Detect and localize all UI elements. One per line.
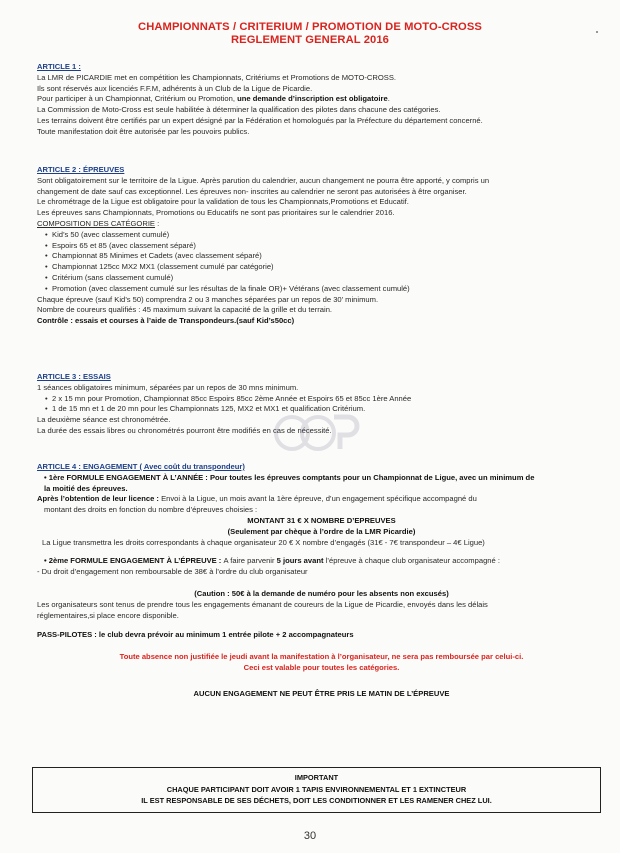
list-item: • 2 x 15 mn pour Promotion, Championnat 85cc Espoirs 85cc 2ème Année et Espoirs 65 et 85cc 1ère Année	[37, 394, 604, 405]
watermark-logo	[270, 403, 360, 463]
list-item: • Kid’s 50 (avec classement cumulé)	[37, 230, 604, 241]
cheque-line: (Seulement par chèque à l’ordre de la LMR Picardie)	[227, 526, 416, 536]
article-1	[37, 62, 604, 138]
article-2-line: Sont obligatoirement sur le territoire de la Ligue. Après parution du calendrier, aucun changement ne pourra être apporté, y compris un	[37, 175, 490, 185]
list-item: • 1 de 15 mn et 1 de 20 mn pour les Championnats 125, MX2 et MX1 et qualification Critérium.	[37, 404, 604, 415]
list-item: • Championnat 125cc MX2 MX1 (classement cumulé par catégorie)	[37, 262, 604, 273]
article-3-line: La durée des essais libres ou chronométrés pourront être modifiés en cas de nécessité.	[37, 425, 332, 435]
article-2	[37, 165, 604, 327]
article-3-heading: ARTICLE 3 : ESSAIS	[37, 372, 111, 381]
article-2-line: Les épreuves sans Championnats, Promotions ou Educatifs ne sont pas prioritaires sur le calendrier 2016.	[37, 208, 395, 218]
important-title: IMPORTANT	[294, 773, 339, 782]
list-item: • Critérium (sans classement cumulé)	[37, 273, 604, 284]
montant-line: MONTANT 31 € X NOMBRE D’EPREUVES	[247, 515, 396, 525]
composition-heading: COMPOSITION DES CATÉGORIE :	[37, 218, 160, 228]
article-2-line: Chaque épreuve (sauf Kid’s 50) comprendra 2 ou 3 manches séparées par un repos de 30’ minimum.	[37, 294, 379, 304]
article-2-line: Nombre de coureurs qualifiés : 45 maximum suivant la capacité de la grille et du terrain.	[37, 305, 333, 315]
important-box	[32, 767, 601, 813]
article-2-control: Contrôle : essais et courses à l’aide de Transpondeurs.(sauf Kid’s50cc)	[37, 316, 295, 326]
article-4-line: Les organisateurs sont tenus de prendre tous les engagements émanant de coureurs de la Ligue de Picardie, envoyés dans les délais	[37, 599, 488, 609]
important-line: IL EST RESPONSABLE DE SES DÉCHETS, DOIT LES CONDITIONNER ET LES RAMENER CHEZ LUI.	[141, 796, 492, 805]
article-3-line: 1 séances obligatoires minimum, séparées par un repos de 30 mns minimum.	[37, 382, 299, 392]
formula-1-line: la moitié des épreuves.	[44, 483, 128, 493]
article-4	[37, 462, 606, 700]
list-item: • Promotion (avec classement cumulé sur les résultas de la finale OR)+ Vétérans (avec classement cumulé)	[37, 284, 604, 295]
absence-warning: Toute absence non justifiée le jeudi avant la manifestation à l’organisateur, ne sera pas remboursée par celui-ci.	[119, 652, 524, 662]
article-1-line: La Commission de Moto-Cross est seule habilitée à déterminer la qualification des pilotes dans chacune des catégories.	[37, 105, 441, 115]
article-4-line: La Ligue transmettra les droits correspondants à chaque organisateur 20 € X nombre d’engagés (31€ - 7€ transpondeur – 4€ Ligue)	[42, 537, 485, 547]
article-4-line: Après l’obtention de leur licence : Envoi à la Ligue, un mois avant la 1ère épreuve, d’un engagement spécifique accompagné du	[37, 494, 477, 504]
caution-line: (Caution : 50€ à la demande de numéro pour les absents non excusés)	[194, 588, 449, 598]
article-4-line: montant des droits en fonction du nombre d’épreuves choisies :	[44, 505, 258, 515]
article-4-line: - Du droit d’engagement non remboursable de 38€ à l’ordre du club organisateur	[37, 567, 308, 577]
article-3-line: La deuxième séance est chronométrée.	[37, 415, 171, 425]
list-item: • Espoirs 65 et 85 (avec classement séparé)	[37, 241, 604, 252]
pass-pilotes-line: PASS-PILOTES : le club devra prévoir au minimum 1 entrée pilote + 2 accompagnateurs	[37, 630, 354, 640]
absence-warning-scope: Ceci est valable pour toutes les catégories.	[243, 663, 400, 673]
article-4-line: réglementaires,si place encore disponible.	[37, 610, 179, 620]
document-title-line-2: REGLEMENT GENERAL 2016	[230, 34, 390, 46]
article-4-heading: ARTICLE 4 : ENGAGEMENT ( Avec coût du transpondeur)	[37, 462, 245, 471]
important-line: CHAQUE PARTICIPANT DOIT AVOIR 1 TAPIS ENVIRONNEMENTAL ET 1 EXTINCTEUR	[166, 784, 467, 794]
article-2-line: changement de date sauf cas exceptionnel. Les épreuves non- inscrites au calendrier ne seront pas autorisées à être organiser.	[37, 186, 467, 196]
article-1-heading: ARTICLE 1 :	[37, 62, 81, 71]
page-number: 30	[303, 830, 317, 842]
formula-1-line: • 1ère FORMULE ENGAGEMENT À L’ANNÉE : Pour toutes les épreuves comptants pour un Championnat de Ligue, avec un minimum de	[44, 472, 535, 482]
article-1-line: La LMR de PICARDIE met en compétition les Championnats, Critériums et Promotions de MOTO-CROSS.	[37, 72, 397, 82]
article-1-line: Pour participer à un Championnat, Critérium ou Promotion, une demande d’inscription est obligatoire.	[37, 94, 390, 104]
article-1-line: Ils sont réservés aux licenciés F.F.M, adhérents à un Club de la Ligue de Picardie.	[37, 83, 313, 93]
list-item: • Championnat 85 Minimes et Cadets (avec classement séparé)	[37, 251, 604, 262]
formula-2-line: • 2ème FORMULE ENGAGEMENT À L’ÉPREUVE : A faire parvenir 5 jours avant l’épreuve à chaque club organisateur accompagné :	[44, 556, 500, 566]
article-2-line: Le chrométrage de la Ligue est obligatoire pour la validation de tous les Championnats,Promotions et Educatif.	[37, 197, 409, 207]
category-list	[37, 230, 604, 295]
document-title-line-1: CHAMPIONNATS / CRITERIUM / PROMOTION DE MOTO-CROSS	[138, 21, 482, 33]
article-1-line: Toute manifestation doit être autorisée par les pouvoirs publics.	[37, 126, 250, 136]
article-1-line: Les terrains doivent être certifiés par un expert désigné par la Fédération et homologués par la Préfecture du département concerné.	[37, 115, 483, 125]
no-same-day-entry-notice: AUCUN ENGAGEMENT NE PEUT ÊTRE PRIS LE MATIN DE L’ÉPREUVE	[193, 689, 450, 699]
article-2-heading: ARTICLE 2 : ÉPREUVES	[37, 165, 125, 174]
